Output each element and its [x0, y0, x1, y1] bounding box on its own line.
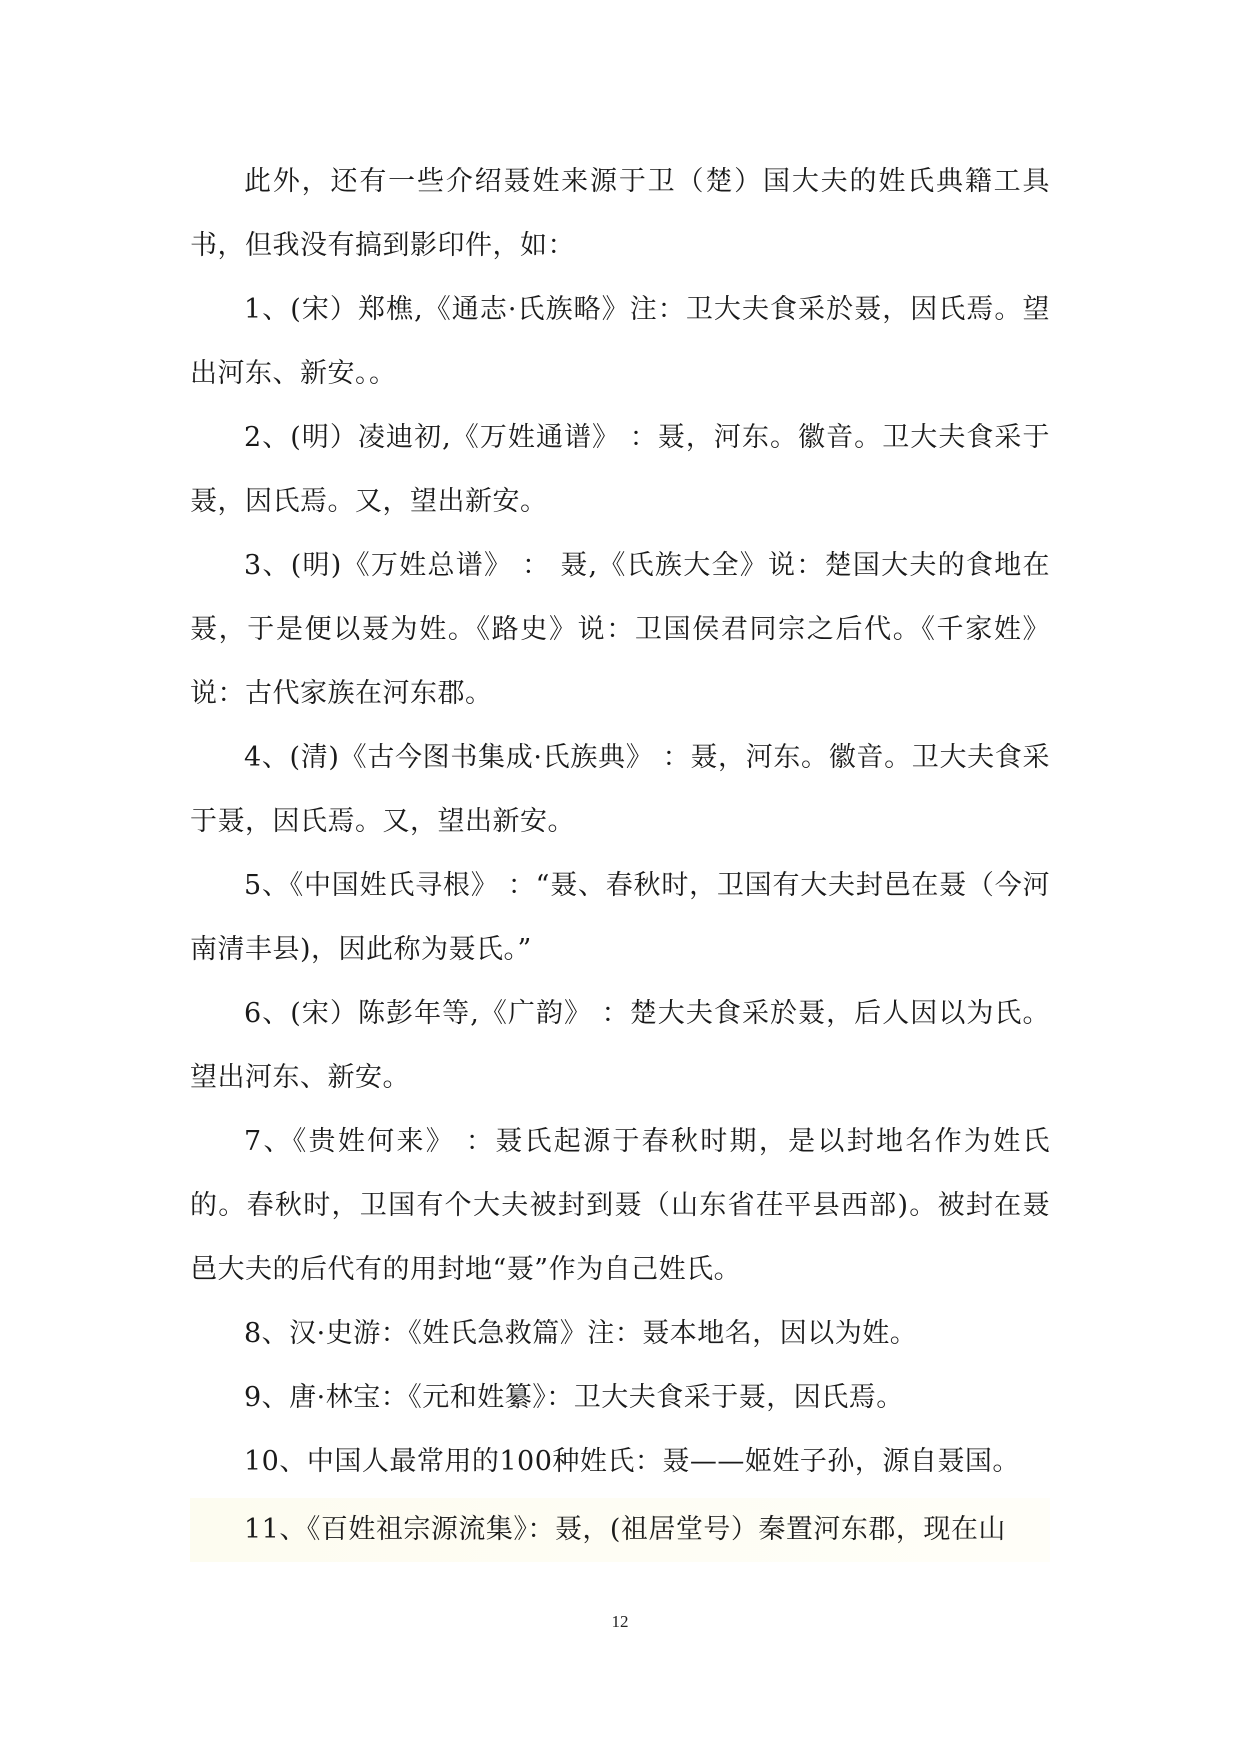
list-item-7: 7、《贵姓何来》 ：聂氏起源于春秋时期，是以封地名作为姓氏的。春秋时，卫国有个大夫被封到聂（山东省茌平县西部)。被封在聂邑大夫的后代有的用封地“聂”作为自己姓氏。	[190, 1126, 1050, 1285]
list-item-5: 5、《中国姓氏寻根》 ：“聂、春秋时，卫国有大夫封邑在聂（今河南清丰县)，因此称为聂氏。”	[190, 870, 1050, 965]
list-item-11: 11、《百姓祖宗源流集》：聂，(祖居堂号）秦置河东郡，现在山	[190, 1498, 1050, 1562]
list-item-10: 10、中国人最常用的100种姓氏：聂——姬姓子孙，源自聂国。	[244, 1446, 1020, 1477]
page-number: 12	[611, 1612, 629, 1631]
paragraph-intro: 此外，还有一些介绍聂姓来源于卫（楚）国大夫的姓氏典籍工具书，但我没有搞到影印件，如：	[190, 166, 1050, 261]
list-item-6: 6、(宋）陈彭年等,《广韵》 ：楚大夫食采於聂，后人因以为氏。望出河东、新安。	[190, 998, 1050, 1093]
list-item-1: 1、(宋）郑樵,《通志·氏族略》注：卫大夫食采於聂，因氏焉。望出河东、新安。。	[190, 294, 1050, 389]
list-item-4: 4、(清)《古今图书集成·氏族典》 ：聂，河东。徽音。卫大夫食采于聂，因氏焉。又，望出新安。	[190, 742, 1050, 837]
list-item-9: 9、唐·林宝：《元和姓纂》：卫大夫食采于聂，因氏焉。	[244, 1382, 904, 1413]
list-item-2: 2、(明）凌迪初,《万姓通谱》 ：聂，河东。徽音。卫大夫食采于聂，因氏焉。又，望出新安。	[190, 422, 1050, 517]
list-item-8: 8、汉·史游：《姓氏急救篇》注：聂本地名，因以为姓。	[244, 1318, 918, 1349]
document-body	[190, 150, 1050, 1562]
list-item-3: 3、(明)《万姓总谱》 ： 聂,《氏族大全》说：楚国大夫的食地在聂，于是便以聂为姓。《路史》说：卫国侯君同宗之后代。《千家姓》说：古代家族在河东郡。	[190, 550, 1050, 709]
